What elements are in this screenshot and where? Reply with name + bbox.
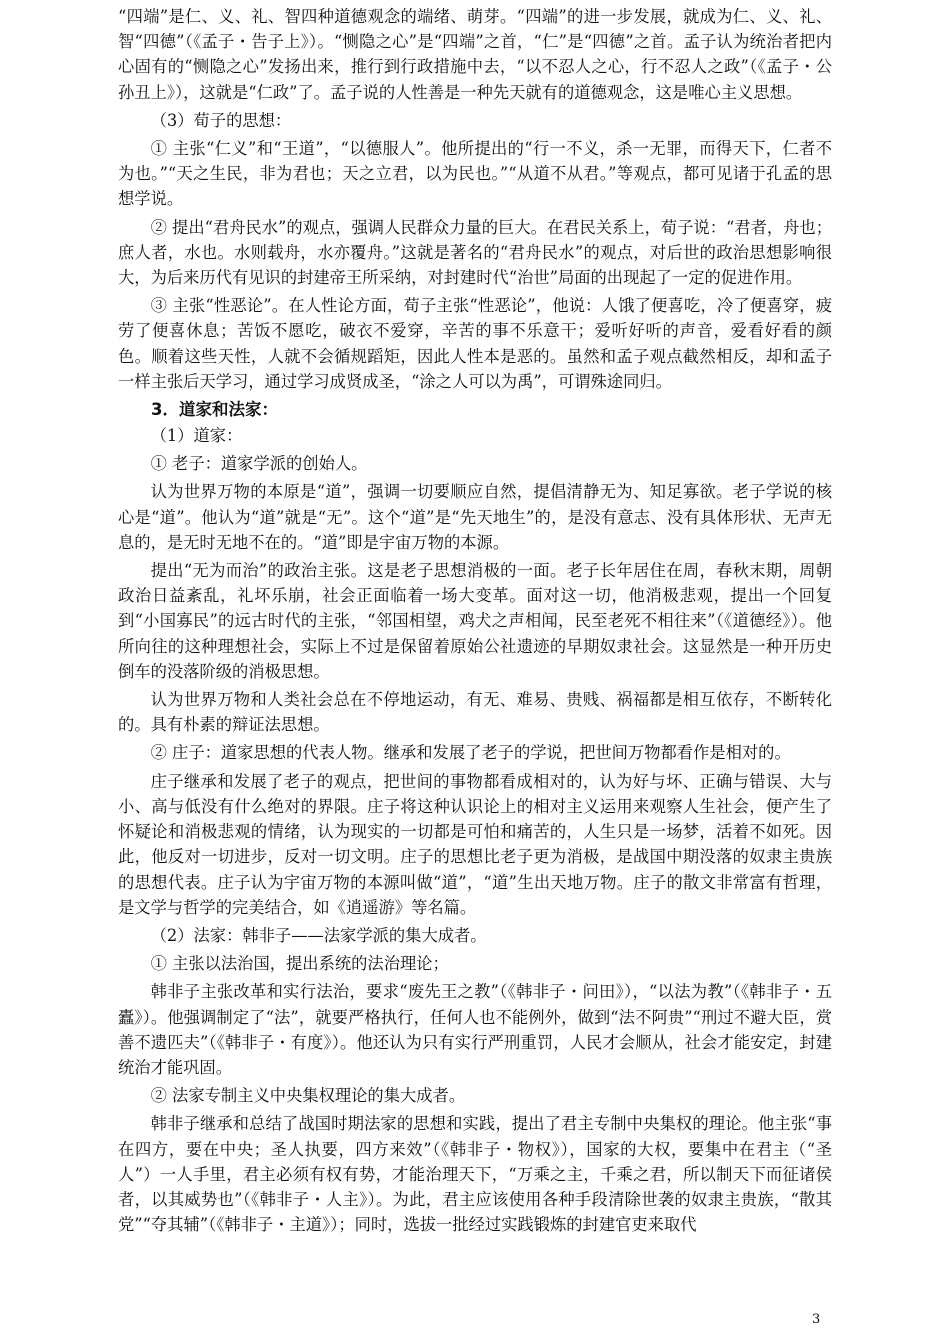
paragraph-laozi-dialectics: 认为世界万物和人类社会总在不停地运动，有无、难易、贵贱、祸福都是相互依存，不断转化的。具有朴素的辩证法思想。 (118, 690, 832, 735)
paragraph-mencius-four-virtues: “四端”是仁、义、礼、智四种道德观念的端绪、萌芽。“四端”的进一步发展，就成为仁、义、礼、智“四德”（《孟子・告子上》）。“恻隐之心”是“四端”之首，“仁”是“四德”之首。孟子认为统治者把内心固有的“恻隐之心”发扬出来，推行到行政措施中去，“以不忍人之心，行不忍人之政”（《孟子・公孙丑上》），这就是“仁政”了。孟子说的人性善是一种先天就有的道德观念，这是唯心主义思想。 (118, 7, 832, 102)
paragraph-hanfeizi-point-2: ② 法家专制主义中央集权理论的集大成者。 (150, 1086, 466, 1106)
document-body (118, 4, 832, 1240)
section-heading-daoism-legalism: 3．道家和法家： (151, 400, 278, 420)
subheading-daoism: （1）道家： (150, 426, 243, 446)
paragraph-hanfeizi-centralization: 韩非子继承和总结了战国时期法家的思想和实践，提出了君主专制中央集权的理论。他主张“事在四方，要在中央；圣人执要，四方来效”（《韩非子・物权》），国家的大权，要集中在君主（“圣人”）一人手里，君主必须有权有势，才能治理天下，“万乘之主，千乘之君，所以制天下而征诸侯者，以其威势也”（《韩非子・人主》）。为此，君主应该使用各种手段清除世袭的奴隶主贵族，“散其党”“夺其辅”（《韩非子・主道》）；同时，选拔一批经过实践锻炼的封建官吏来取代 (118, 1114, 832, 1235)
paragraph-laozi-intro: ① 老子：道家学派的创始人。 (150, 454, 368, 474)
paragraph-hanfeizi-rule-of-law: 韩非子主张改革和实行法治，要求“废先王之教”（《韩非子・问田》），“以法为教”（《韩非子・五蠹》）。他强调制定了“法”，就要严格执行，任何人也不能例外，做到“法不阿贵”“刑过不避大臣，赏善不遗匹夫”（《韩非子・有度》）。他还认为只有实行严刑重罚，人民才会顺从，社会才能安定，封建统治才能巩固。 (118, 982, 832, 1077)
paragraph-zhuangzi-intro: ② 庄子：道家思想的代表人物。继承和发展了老子的学说，把世间万物都看作是相对的。 (150, 743, 791, 763)
paragraph-xunzi-point-2: ② 提出“君舟民水”的观点，强调人民群众力量的巨大。在君民关系上，荀子说：“君者，舟也；庶人者，水也。水则载舟，水亦覆舟。”这就是著名的“君舟民水”的观点，对后世的政治思想影响很大，为后来历代有见识的封建帝王所采纳，对封建时代“治世”局面的出现起了一定的促进作用。 (118, 217, 832, 288)
paragraph-hanfeizi-point-1: ① 主张以法治国，提出系统的法治理论； (150, 954, 449, 974)
paragraph-xunzi-point-1: ① 主张“仁义”和“王道”，“以德服人”。他所提出的“行一不义，杀一无罪，而得天下，仁者不为也。”“天之生民，非为君也；天之立君，以为民也。”“从道不从君。”等观点，都可见诸于孔孟的思想学说。 (118, 139, 832, 209)
subheading-xunzi: （3）荀子的思想： (150, 110, 292, 130)
page-number: 3 (812, 1312, 821, 1327)
paragraph-xunzi-point-3: ③ 主张“性恶论”。在人性论方面，荀子主张“性恶论”，他说：人饿了便喜吃，冷了便喜穿，疲劳了便喜休息；苦饭不愿吃，破衣不爱穿，辛苦的事不乐意干；爱听好听的声音，爱看好看的颜色。顺着这些天性，人就不会循规蹈矩，因此人性本是恶的。虽然和孟子观点截然相反，却和孟子一样主张后天学习，通过学习成贤成圣，“涂之人可以为禹”，可谓殊途同归。 (118, 296, 832, 391)
paragraph-laozi-wuwei: 提出“无为而治”的政治主张。这是老子思想消极的一面。老子长年居住在周，春秋末期，周朝政治日益紊乱，礼坏乐崩，社会正面临着一场大变革。面对这一切，他消极悲观，提出一个回复到“小国寡民”的远古时代的主张，“邻国相望，鸡犬之声相闻，民至老死不相往来”（《道德经》）。他所向往的这种理想社会，实际上不过是保留着原始公社遗迹的早期奴隶社会。这显然是一种开历史倒车的没落阶级的消极思想。 (118, 561, 832, 681)
paragraph-zhuangzi-detail: 庄子继承和发展了老子的观点，把世间的事物都看成相对的，认为好与坏、正确与错误、大与小、高与低没有什么绝对的界限。庄子将这种认识论上的相对主义运用来观察人生社会，便产生了怀疑论和消极悲观的情绪，认为现实的一切都是可怕和痛苦的，人生只是一场梦，活着不如死。因此，他反对一切进步，反对一切文明。庄子的思想比老子更为消极，是战国中期没落的奴隶主贵族的思想代表。庄子认为宇宙万物的本源叫做“道”，“道”生出天地万物。庄子的散文非常富有哲理，是文学与哲学的完美结合，如《逍遥游》等名篇。 (118, 771, 832, 917)
subheading-legalism: （2）法家：韩非子——法家学派的集大成者。 (150, 925, 487, 945)
paragraph-laozi-dao: 认为世界万物的本原是“道”，强调一切要顺应自然，提倡清静无为、知足寡欲。老子学说的核心是“道”。他认为“道”就是“无”。这个“道”是“先天地生”的，是没有意志、没有具体形状、无声无息的，是无时无地不在的。“道”即是宇宙万物的本源。 (118, 482, 832, 552)
